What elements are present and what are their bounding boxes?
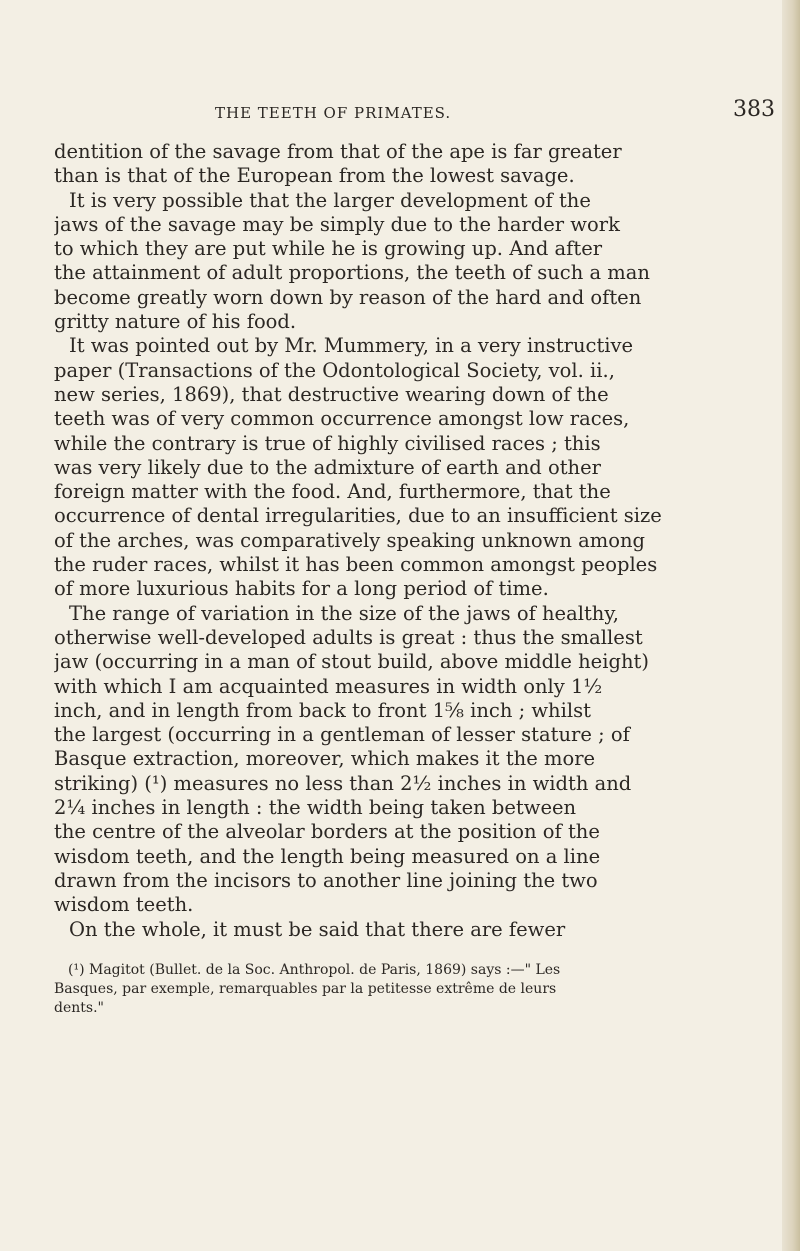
text-line: paper (Transactions of the Odontological Society, vol. ii., — [54, 358, 615, 382]
text-line: of the arches, was comparatively speaking unknown among — [54, 528, 645, 552]
text-line: striking) (¹) measures no less than 2½ inches in width and — [54, 771, 632, 795]
text-line: On the whole, it must be said that there are fewer — [69, 917, 566, 941]
text-line: teeth was of very common occurrence amongst low races, — [54, 407, 630, 431]
footnote-line: Basques, par exemple, remarquables par la petitesse extrême de leurs — [54, 981, 557, 997]
text-line: of more luxurious habits for a long period of time. — [54, 577, 549, 601]
text-line: jaws of the savage may be simply due to the harder work — [54, 212, 620, 236]
text-line: wisdom teeth, and the length being measured on a line — [54, 844, 601, 868]
text-line: the largest (occurring in a gentleman of lesser stature ; of — [54, 723, 630, 747]
page-edge-shadow — [782, 0, 800, 1251]
text-line: the ruder races, whilst it has been common amongst peoples — [54, 553, 658, 577]
text-line: dentition of the savage from that of the ape is far greater — [54, 140, 622, 163]
page-number: 383 — [733, 97, 775, 122]
text-line: It is very possible that the larger development of the — [69, 188, 591, 212]
body-text — [54, 140, 764, 942]
text-line: with which I am acquainted measures in width only 1½ — [54, 674, 603, 698]
footnote — [54, 961, 764, 1018]
footnote-line: dents." — [54, 1000, 104, 1016]
text-line: was very likely due to the admixture of earth and other — [54, 455, 601, 479]
text-line: drawn from the incisors to another line joining the two — [54, 868, 598, 892]
text-line: The range of variation in the size of the jaws of healthy, — [69, 601, 619, 625]
footnote-line: (¹) Magitot (Bullet. de la Soc. Anthropol. de Paris, 1869) says :—" Les — [68, 962, 561, 978]
text-line: wisdom teeth. — [54, 893, 194, 917]
text-line: occurrence of dental irregularities, due to an insufficient size — [54, 504, 662, 528]
text-line: than is that of the European from the lowest savage. — [54, 164, 575, 188]
text-line: inch, and in length from back to front 1⅝ inch ; whilst — [54, 698, 591, 722]
text-line: 2¼ inches in length : the width being taken between — [54, 796, 577, 820]
text-line: gritty nature of his food. — [54, 310, 297, 334]
text-line: become greatly worn down by reason of the hard and often — [54, 285, 642, 309]
text-line: It was pointed out by Mr. Mummery, in a very instructive — [69, 334, 634, 358]
text-line: the attainment of adult proportions, the teeth of such a man — [54, 261, 650, 285]
text-line: otherwise well-developed adults is great : thus the smallest — [54, 625, 643, 649]
text-line: the centre of the alveolar borders at the position of the — [54, 820, 600, 844]
running-head: THE TEETH OF PRIMATES. — [215, 104, 452, 122]
text-line: new series, 1869), that destructive wearing down of the — [54, 382, 609, 406]
text-line: foreign matter with the food. And, furthermore, that the — [54, 480, 611, 504]
text-line: jaw (occurring in a man of stout build, above middle height) — [54, 650, 649, 674]
text-line: while the contrary is true of highly civilised races ; this — [54, 431, 601, 455]
text-line: to which they are put while he is growing up. And after — [54, 237, 603, 261]
text-line: Basque extraction, moreover, which makes it the more — [54, 747, 596, 771]
